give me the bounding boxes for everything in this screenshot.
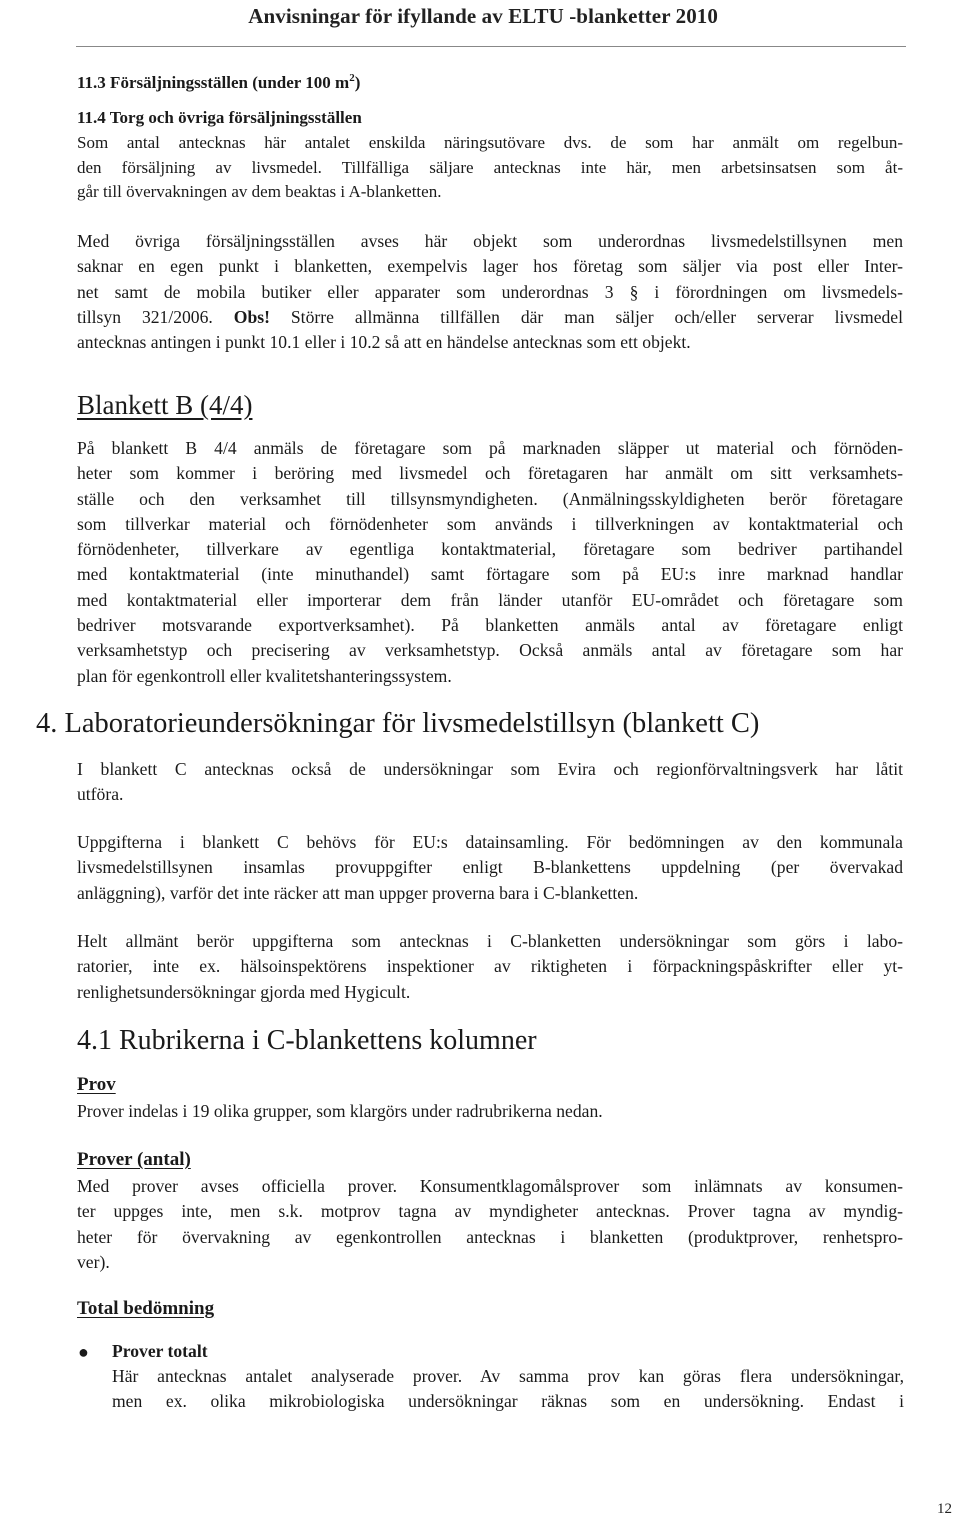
- text-line: som tillverkar material och förnödenheter som används i tillverkningen av kontaktmaterial och: [77, 513, 903, 534]
- text-line: heter som kommer i beröring med livsmedel och företagaren har anmält om sitt verksamhets-: [77, 463, 903, 484]
- subheading-prov: Prov: [77, 1074, 116, 1095]
- text-line: med kontaktmaterial eller importerar dem från länder utanför EU-området och företagare som: [77, 589, 903, 610]
- text-line: heter för övervakning av egenkontrollen antecknas i blanketten (produktprover, renhetspro-: [77, 1226, 903, 1247]
- text-line: net samt de mobila butiker eller apparater som underordnas 3 § i förordningen om livsmedels-: [77, 281, 903, 302]
- text-line: verksamhetstyp och precisering av verksamhetstyp. Också anmäls antal av företagare som har: [77, 640, 903, 661]
- paragraph-ovriga: [77, 229, 903, 355]
- text-line: På blankett B 4/4 anmäls de företagare som på marknaden släpper ut material och förnöden-: [77, 438, 903, 458]
- text-line: livsmedelstillsynen insamlas provuppgifter enligt B-blankettens uppdelning (per övervakad: [77, 857, 903, 878]
- subheading-total-bedomning: Total bedömning: [77, 1298, 215, 1319]
- page-number: 12: [937, 1501, 952, 1517]
- text-line: ratorier, inte ex. hälsoinspektörens inspektioner av riktigheten i förpackningspåskrifter eller yt-: [77, 956, 903, 977]
- heading-section-4-1: 4.1 Rubrikerna i C-blankettens kolumner: [77, 1025, 537, 1056]
- text-line: renlighetsundersökningar gjorda med Hygicult.: [77, 981, 411, 1002]
- text-line: antecknas antingen i punkt 10.1 eller i 10.2 så att en händelse antecknas som ett objekt.: [77, 332, 691, 353]
- heading-11-3: [77, 66, 903, 96]
- text-line: ver).: [77, 1251, 110, 1272]
- paragraph-prover-antal: [77, 1174, 903, 1275]
- text-line: den försäljning av livsmedel. Tillfälliga säljare antecknas inte här, men arbetsinsatsen som åt-: [77, 157, 903, 177]
- text-line: utföra.: [77, 784, 124, 805]
- text-line: ter uppges inte, men s.k. motprov tagna av myndigheter antecknas. Prover tagna av myndig-: [77, 1201, 903, 1222]
- paragraph-4-3: [77, 929, 903, 1005]
- heading-blankett-b: Blankett B (4/4): [77, 390, 253, 420]
- obs-label: Obs!: [233, 306, 270, 327]
- text-line: men ex. olika mikrobiologiska undersökningar räknas som en undersökning. Endast i: [112, 1391, 904, 1412]
- text-line: [77, 305, 903, 330]
- text-line: Helt allmänt berör uppgifterna som antecknas i C-blanketten undersökningar som görs i labo-: [77, 931, 903, 951]
- bullet-text: [112, 1364, 904, 1415]
- text-line: bedriver motsvarande exportverksamhet). På blanketten anmäls antal av företagare enligt: [77, 615, 903, 636]
- text-line: Med prover avses officiella prover. Konsumentklagomålsprover som inlämnats av konsumen-: [77, 1176, 903, 1196]
- heading-section-4: 4. Laboratorieundersökningar för livsmedelstillsyn (blankett C): [36, 708, 760, 739]
- subheading-prover-antal: Prover (antal): [77, 1149, 191, 1170]
- paragraph-prov: [77, 1099, 903, 1124]
- running-header: Anvisningar för ifyllande av ELTU -blanketter 2010: [248, 4, 718, 28]
- bullet-title: Prover totalt: [112, 1341, 208, 1361]
- text-line: Uppgifterna i blankett C behövs för EU:s datainsamling. För bedömningen av den kommunala: [77, 832, 903, 852]
- text-line: Med övriga försäljningsställen avses här objekt som underordnas livsmedelstillsynen men: [77, 231, 903, 251]
- text-line: Prover indelas i 19 olika grupper, som klargörs under radrubrikerna nedan.: [77, 1101, 603, 1121]
- text-line: anläggning), varför det inte räcker att man uppger proverna bara i C-blanketten.: [77, 882, 639, 903]
- text-line: går till övervakningen av dem beaktas i A-blanketten.: [77, 182, 442, 202]
- text-span: tillsyn 321/2006.: [77, 306, 234, 327]
- text-line: med kontaktmaterial (inte minuthandel) samt förtagare som på EU:s inre marknad handlar: [77, 564, 903, 585]
- paragraph-4-2: [77, 830, 903, 906]
- paragraph-blankett-b: [77, 436, 903, 689]
- heading-11-3-sup: 2: [349, 72, 355, 84]
- text-line: Som antal antecknas här antalet enskilda näringsutövare dvs. de som har anmält om regelbun-: [77, 133, 903, 152]
- text-line: Här antecknas antalet analyserade prover. Av samma prov kan göras flera undersökningar,: [112, 1366, 904, 1386]
- heading-11-3-text: 11.3 Försäljningsställen (under 100 m: [77, 73, 350, 92]
- text-line: saknar en egen punkt i blanketten, exempelvis lager hos företag som säljer via post eller Inter-: [77, 256, 903, 277]
- header-rule: [76, 46, 906, 47]
- text-span: Större allmänna tillfällen där man säljer och/eller serverar livsmedel: [269, 306, 904, 327]
- text-line: ställe och den verksamhet till tillsynsmyndigheten. (Anmälningsskyldigheten berör företagare: [77, 488, 903, 509]
- text-line: I blankett C antecknas också de undersökningar som Evira och regionförvaltningsverk har låtit: [77, 759, 903, 779]
- heading-11-3-close: ): [354, 73, 361, 92]
- paragraph-11-4: [77, 131, 903, 205]
- paragraph-4-1: [77, 757, 903, 808]
- text-line: plan för egenkontroll eller kvalitetshanteringssystem.: [77, 665, 452, 686]
- text-line: förnödenheter, tillverkare av egentliga kontaktmaterial, företagare som bedriver partihandel: [77, 539, 903, 560]
- bullet-marker: ●: [78, 1342, 89, 1362]
- heading-11-4: 11.4 Torg och övriga försäljningsställen: [77, 108, 362, 127]
